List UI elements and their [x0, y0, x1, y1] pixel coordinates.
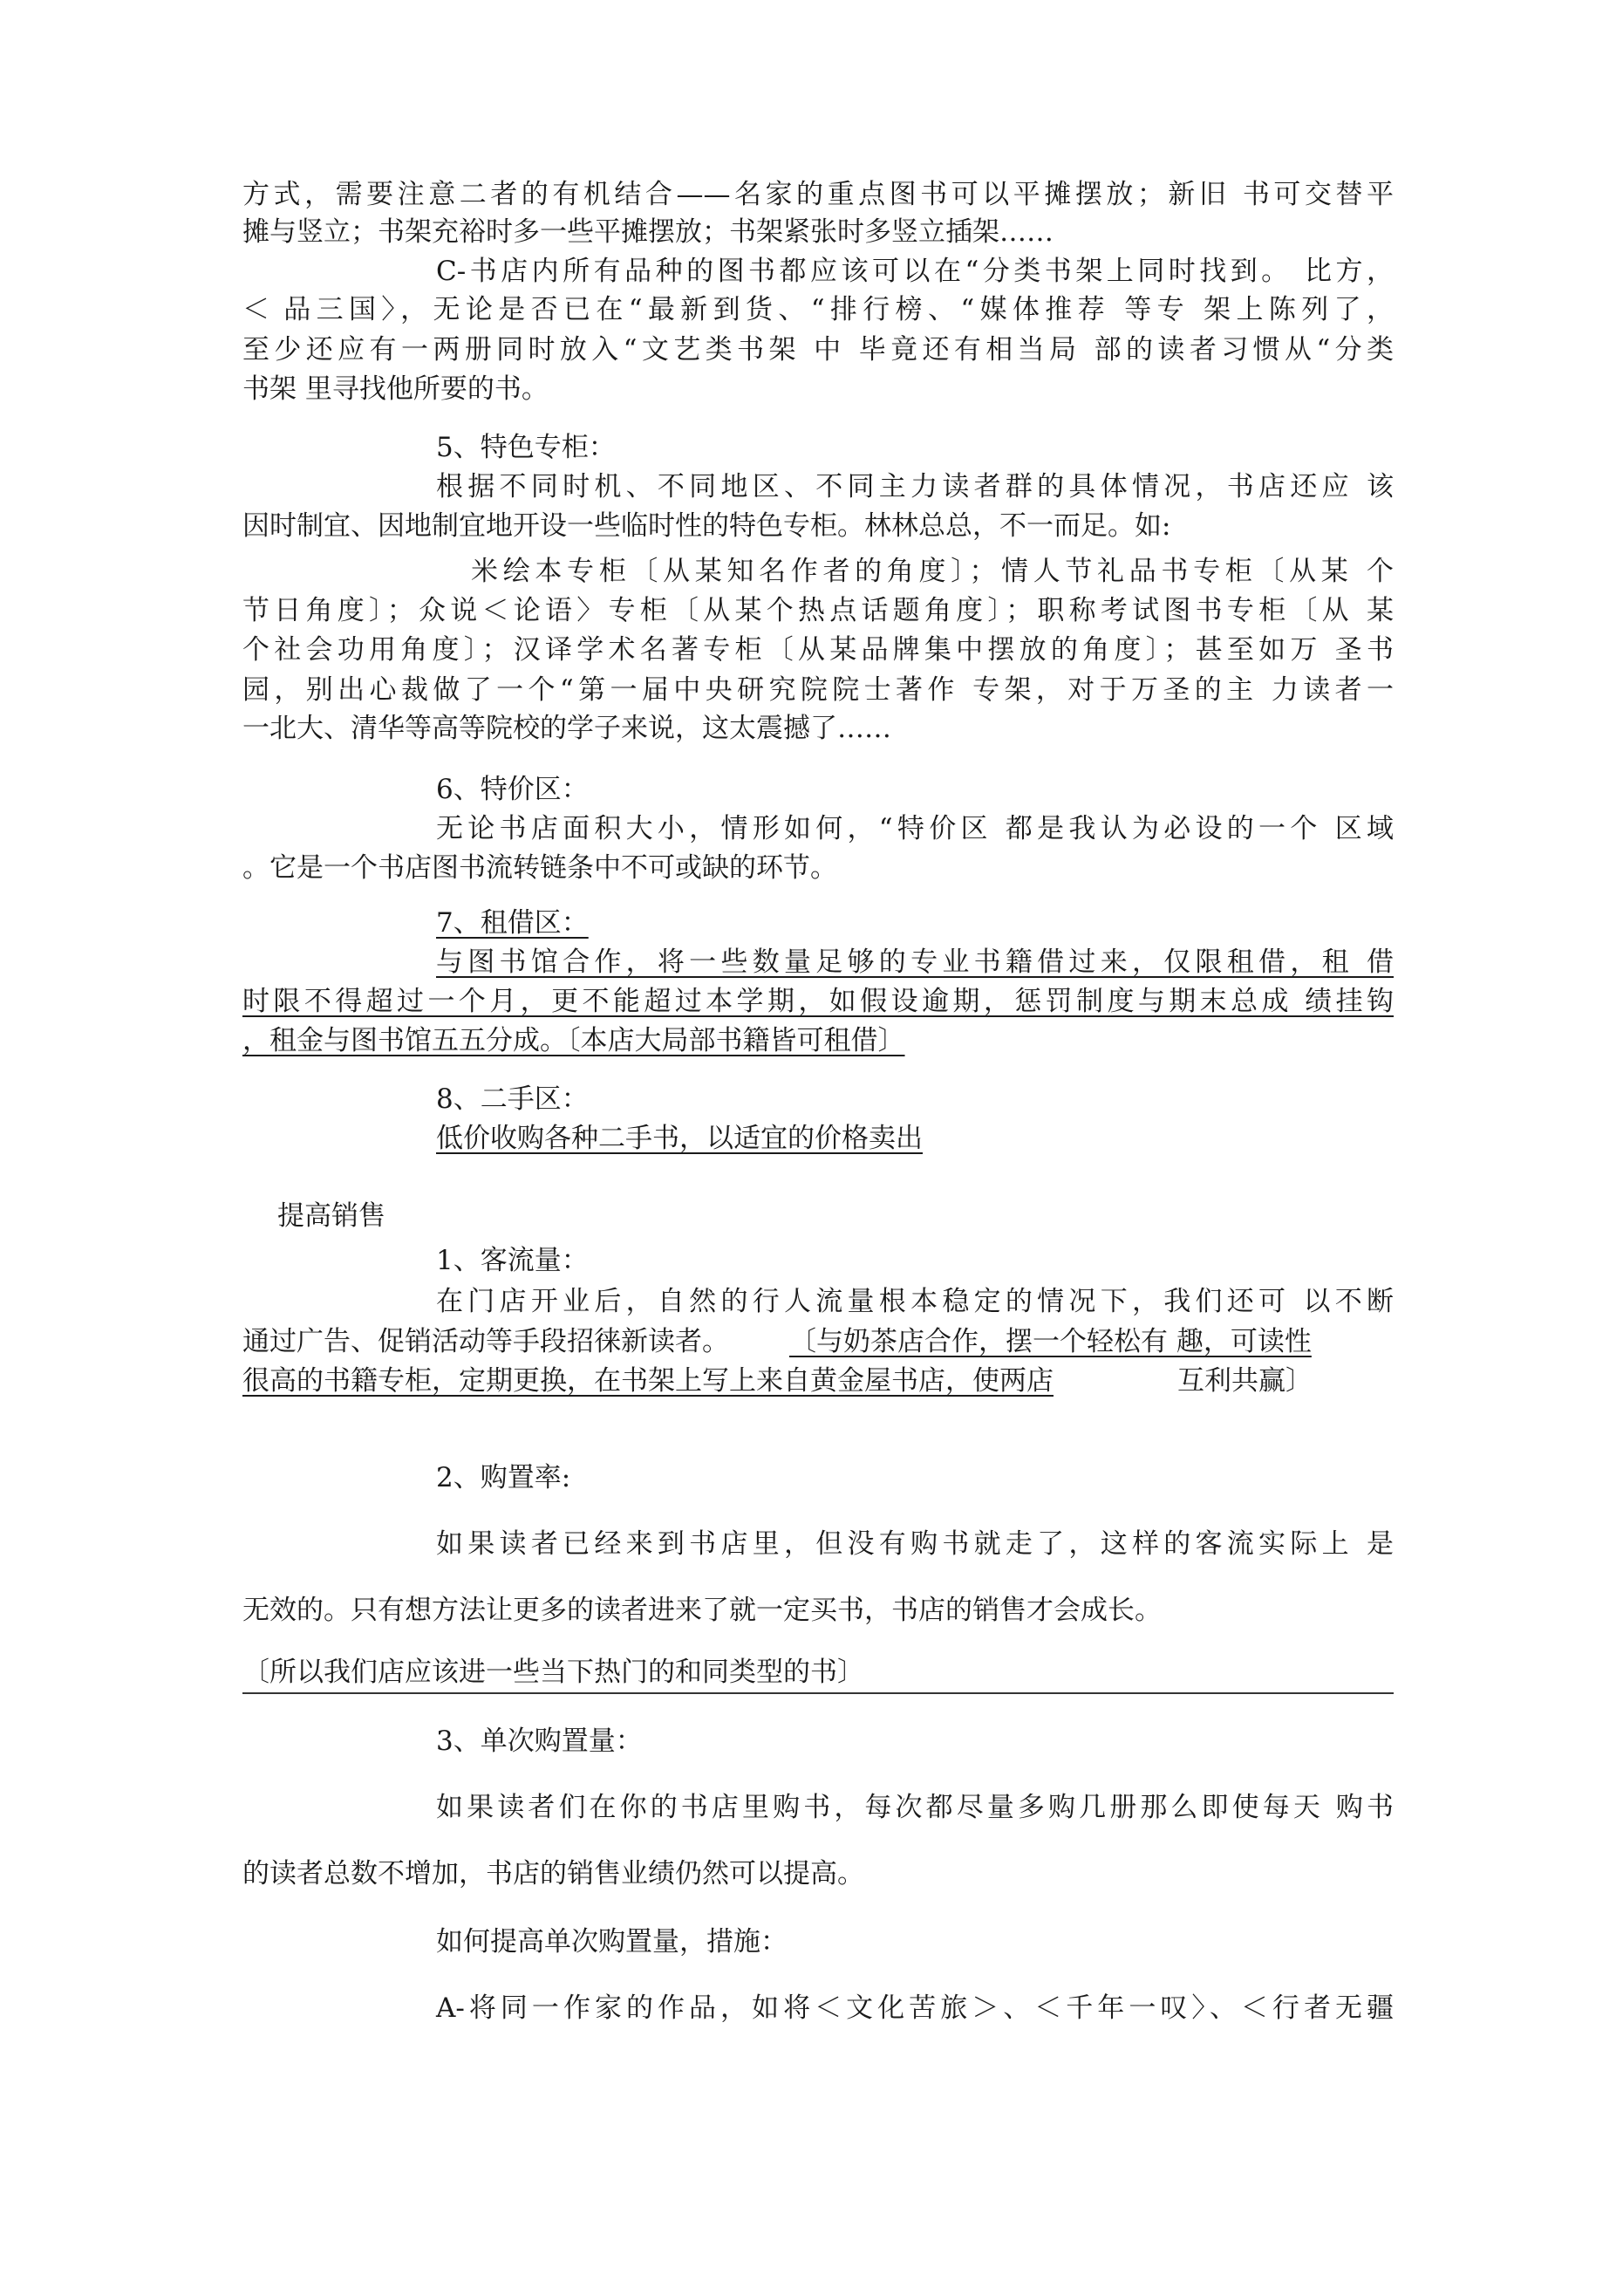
paragraph-line: 〔与奶茶店合作，摆一个轻松有 趣，可读性: [789, 1326, 1312, 1357]
paragraph-line: A-将同一作家的作品，如将＜文化苦旅＞、＜千年一叹〉、＜行者无疆: [436, 1992, 1394, 2024]
horizontal-rule: [242, 1692, 1394, 1694]
paragraph-line: 互利共赢〕: [1177, 1365, 1313, 1397]
paragraph-line: 因时制宜、因地制宜地开设一些临时性的特色专柜。林林总总，不一而足。如:: [242, 510, 1171, 542]
paragraph-line: 园，别出心裁做了一个“第一届中央研究院院士著作 专架，对于万圣的主 力读者一: [242, 674, 1394, 706]
paragraph-line: 时限不得超过一个月，更不能超过本学期，如假设逾期，惩罚制度与期末总成 绩挂钩: [242, 986, 1394, 1017]
paragraph-line: 至少还应有一两册同时放入“文艺类书架 中 毕竟还有相当局 部的读者习惯从“分类: [242, 334, 1394, 366]
paragraph-line: 摊与竖立；书架充裕时多一些平摊摆放；书架紧张时多竖立插架……: [242, 216, 1054, 248]
paragraph-line: C-书店内所有品种的图书都应该可以在“分类书架上同时找到。 比方，: [436, 256, 1394, 287]
paragraph-line: 节日角度〕；众说＜论语〉专柜〔从某个热点话题角度〕；职称考试图书专柜〔从 某: [242, 595, 1394, 626]
paragraph-line: ＜ 品三国〉，无论是否已在“最新到货、“排行榜、“媒体推荐 等专 架上陈列了，: [242, 294, 1394, 325]
paragraph-line: 书架 里寻找他所要的书。: [242, 373, 549, 405]
section-heading: 1、客流量：: [436, 1245, 589, 1276]
paragraph-line: 如何提高单次购置量，措施：: [436, 1926, 788, 1958]
paragraph-line: 。它是一个书店图书流转链条中不可或缺的环节。: [242, 852, 837, 884]
paragraph-line: 个社会功用角度〕；汉译学术名著专柜〔从某品牌集中摆放的角度〕；甚至如万 圣书: [242, 634, 1394, 666]
paragraph-line: 低价收购各种二手书，以适宜的价格卖出: [436, 1123, 923, 1154]
paragraph-line: 通过广告、促销活动等手段招徕新读者。: [242, 1326, 729, 1357]
paragraph-line: 米绘本专柜〔从某知名作者的角度〕；情人节礼品书专柜〔从某 个: [471, 556, 1394, 587]
section-heading: 5、特色专柜：: [436, 432, 616, 463]
paragraph-line: ，租金与图书馆五五分成。〔本店大局部书籍皆可租借〕: [242, 1025, 905, 1056]
paragraph-line: 的读者总数不增加，书店的销售业绩仍然可以提高。: [242, 1858, 864, 1889]
paragraph-line: 一北大、清华等高等院校的学子来说，这太震撼了……: [242, 713, 891, 744]
section-heading: 2、购置率:: [436, 1462, 571, 1493]
section-heading: 3、单次购置量：: [436, 1725, 643, 1757]
paragraph-line: 无论书店面积大小，情形如何，“特价区 都是我认为必设的一个 区域: [436, 813, 1394, 844]
paragraph-line: 方式，需要注意二者的有机结合——名家的重点图书可以平摊摆放；新旧 书可交替平: [242, 179, 1394, 210]
section-heading: 8、二手区：: [436, 1083, 589, 1115]
paragraph-line: 如果读者已经来到书店里，但没有购书就走了，这样的客流实际上 是: [436, 1528, 1394, 1560]
paragraph-line: 根据不同时机、不同地区、不同主力读者群的具体情况，书店还应 该: [436, 471, 1394, 502]
section-heading: 7、租借区：: [436, 907, 589, 939]
paragraph-line: 在门店开业后，自然的行人流量根本稳定的情况下，我们还可 以不断: [436, 1286, 1394, 1317]
chapter-heading: 提高销售: [277, 1200, 385, 1232]
section-heading: 6、特价区：: [436, 774, 589, 805]
paragraph-line: 如果读者们在你的书店里购书，每次都尽量多购几册那么即使每天 购书: [436, 1792, 1394, 1823]
paragraph-line: 〔所以我们店应该进一些当下热门的和同类型的书〕: [242, 1657, 864, 1688]
paragraph-line: 很高的书籍专柜，定期更换，在书架上写上来自黄金屋书店，使两店: [242, 1365, 1054, 1397]
paragraph-line: 与图书馆合作，将一些数量足够的专业书籍借过来，仅限租借，租 借: [436, 946, 1394, 978]
paragraph-line: 无效的。只有想方法让更多的读者进来了就一定买书，书店的销售才会成长。: [242, 1595, 1162, 1626]
